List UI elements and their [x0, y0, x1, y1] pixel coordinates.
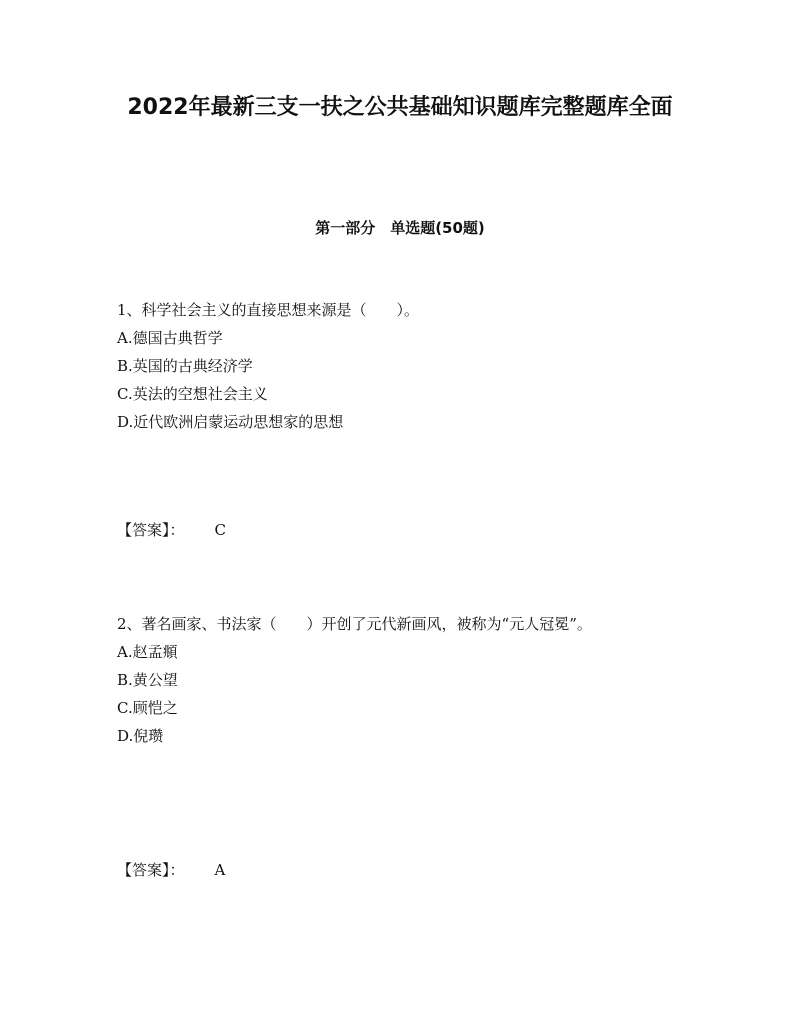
document-title: 2022年最新三支一扶之公共基础知识题库完整题库全面	[127, 95, 673, 120]
answer-2	[117, 858, 225, 882]
option-a: A.德国古典哲学	[117, 329, 223, 347]
option-c: C.顾恺之	[117, 699, 178, 717]
answer-label: 【答案】：	[117, 861, 185, 879]
option-d: D.倪瓒	[117, 727, 164, 745]
option-d: D.近代欧洲启蒙运动思想家的思想	[117, 413, 344, 431]
option-c: C.英法的空想社会主义	[117, 385, 268, 403]
answer-value: A	[214, 861, 226, 879]
answer-value: C	[214, 521, 226, 539]
answer-1	[117, 518, 226, 542]
question-2	[117, 610, 677, 750]
option-a: A.赵孟頫	[117, 643, 178, 661]
question-stem: 2、著名画家、书法家（ ）开创了元代新画风，被称为“元人冠冕”。	[117, 615, 592, 633]
section-heading: 第一部分 单选题(50题)	[315, 219, 485, 237]
option-b: B.黄公望	[117, 671, 178, 689]
question-stem: 1、科学社会主义的直接思想来源是（ ）。	[117, 301, 420, 319]
answer-label: 【答案】：	[117, 521, 185, 539]
question-1	[117, 296, 677, 436]
option-b: B.英国的古典经济学	[117, 357, 253, 375]
